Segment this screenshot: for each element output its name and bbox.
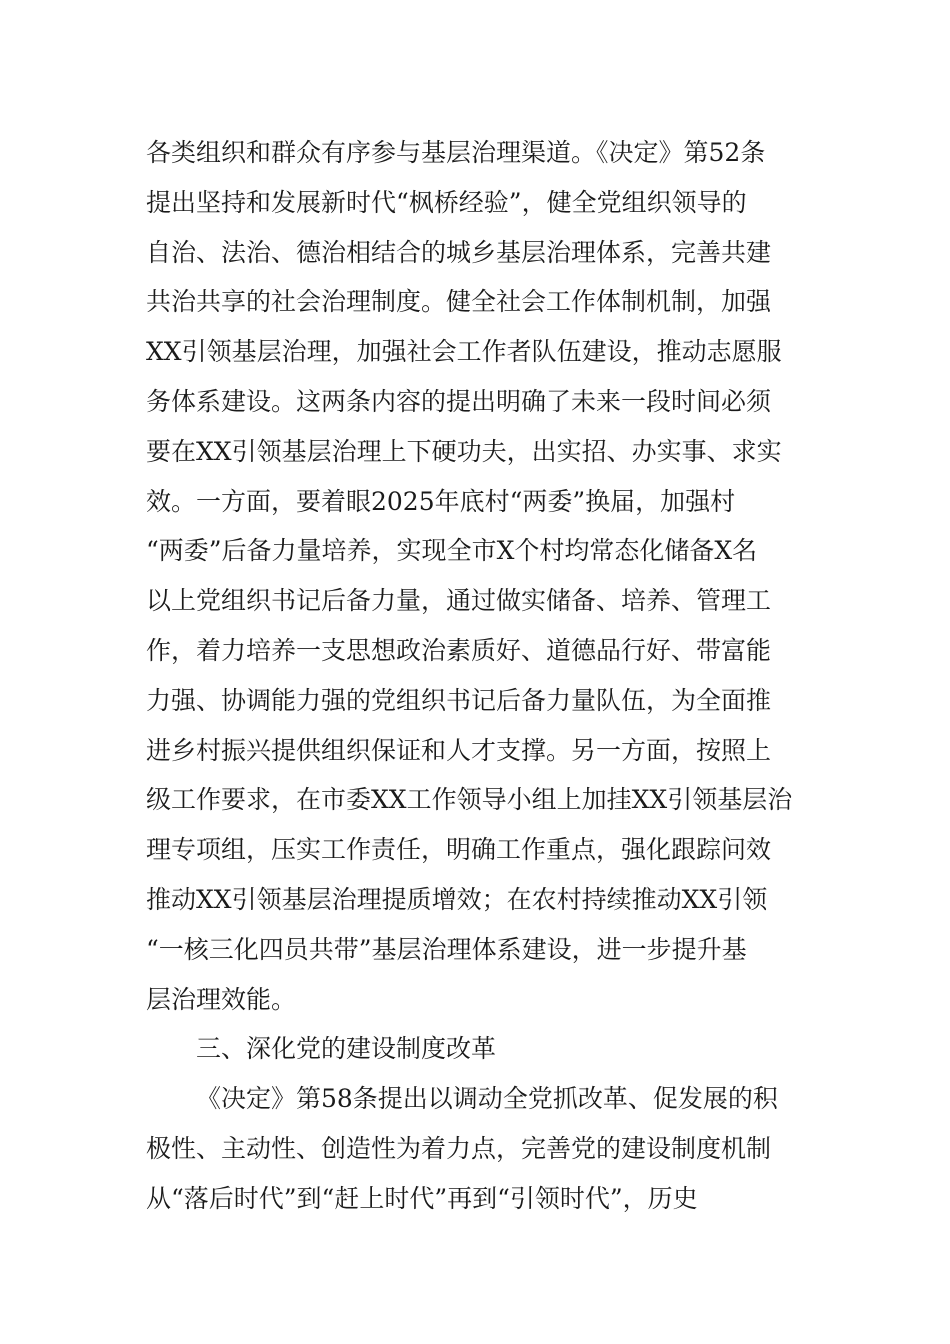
paragraph-line: 效。一方面，要着眼2025年底村“两委”换届，加强村 — [146, 486, 736, 516]
section-heading: 三、深化党的建设制度改革 — [196, 1034, 497, 1064]
paragraph-line: 极性、主动性、创造性为着力点，完善党的建设制度机制 — [146, 1133, 772, 1163]
paragraph-line: XX引领基层治理，加强社会工作者队伍建设，推动志愿服 — [146, 337, 782, 367]
paragraph-line: 层治理效能。 — [146, 984, 297, 1014]
paragraph-line: 要在XX引领基层治理上下硬功夫，出实招、办实事、求实 — [146, 436, 782, 466]
paragraph-line: 力强、协调能力强的党组织书记后备力量队伍，为全面推 — [146, 685, 772, 715]
paragraph-line: 各类组织和群众有序参与基层治理渠道。《决定》第52条 — [146, 138, 766, 167]
paragraph-line: 从“落后时代”到“赶上时代”再到“引领时代”，历史 — [146, 1183, 698, 1213]
paragraph-line: “两委”后备力量培养，实现全市X个村均常态化储备X名 — [146, 536, 758, 566]
paragraph-line: “一核三化四员共带”基层治理体系建设，进一步提升基 — [146, 934, 747, 964]
document-body — [146, 128, 806, 1224]
paragraph-line: 《决定》第58条提出以调动全党抓改革、促发展的积 — [196, 1084, 778, 1114]
paragraph-line: 提出坚持和发展新时代“枫桥经验”，健全党组织领导的 — [146, 187, 747, 217]
paragraph-line: 作，着力培养一支思想政治素质好、道德品行好、带富能 — [146, 635, 772, 665]
paragraph-line: 以上党组织书记后备力量，通过做实储备、培养、管理工 — [146, 586, 772, 616]
paragraph-line: 理专项组，压实工作责任，明确工作重点，强化跟踪问效 — [146, 835, 772, 865]
paragraph-line: 进乡村振兴提供组织保证和人才支撑。另一方面，按照上 — [146, 735, 772, 765]
paragraph-line: 自治、法治、德治相结合的城乡基层治理体系，完善共建 — [146, 237, 772, 267]
paragraph-line: 共治共享的社会治理制度。健全社会工作体制机制，加强 — [146, 287, 772, 317]
paragraph-line: 务体系建设。这两条内容的提出明确了未来一段时间必须 — [146, 386, 772, 416]
paragraph-line: 推动XX引领基层治理提质增效；在农村持续推动XX引领 — [146, 884, 768, 914]
paragraph-line: 级工作要求，在市委XX工作领导小组上加挂XX引领基层治 — [146, 785, 793, 815]
